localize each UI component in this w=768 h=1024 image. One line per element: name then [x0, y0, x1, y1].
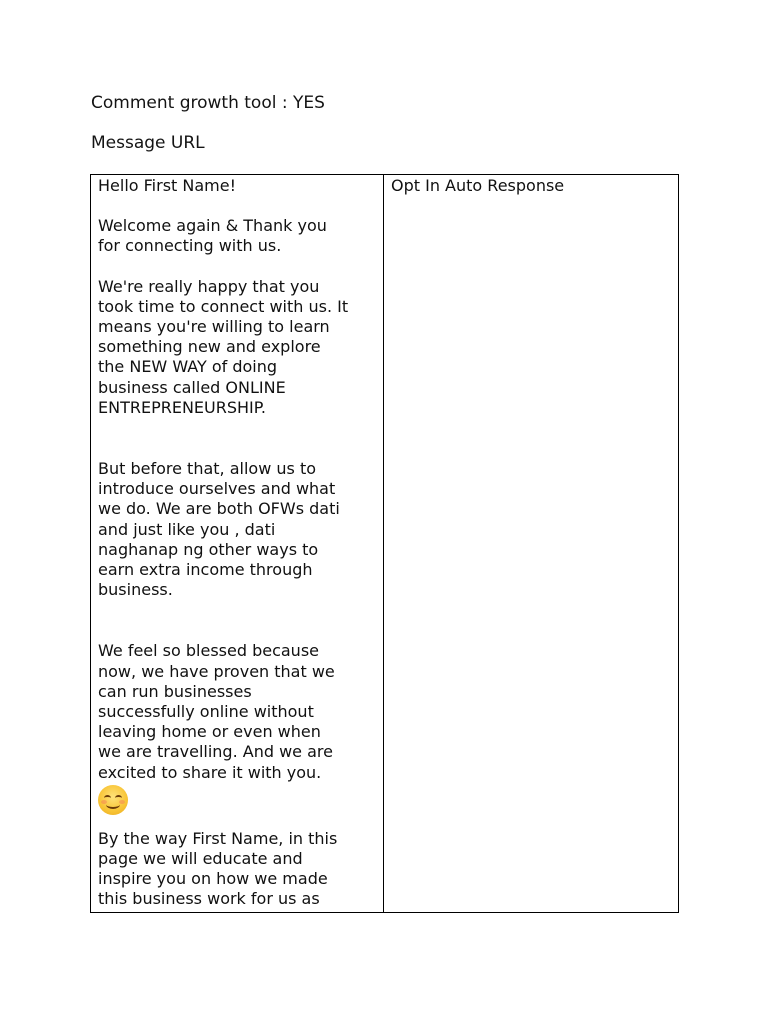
welcome-paragraph: Welcome again & Thank you for connecting with us.: [98, 216, 327, 256]
intro-paragraph: But before that, allow us to introduce ourselves and what we do. We are both OFWs dati and just like you , dati naghanap ng other ways to earn extra income through business.: [98, 459, 340, 600]
blessed-paragraph: We feel so blessed because now, we have proven that we can run businesses successfully online without leaving home or even when we are travelling. And we are excited to share it with you.: [98, 641, 335, 782]
greeting-text: Hello First Name!: [98, 176, 237, 195]
by-the-way-paragraph: By the way First Name, in this page we will educate and inspire you on how we made this business work for us as: [98, 828, 338, 909]
smiling-face-icon: [98, 785, 128, 815]
message-table: [90, 174, 679, 913]
message-url-line: Message URL: [91, 133, 205, 153]
happy-paragraph: We're really happy that you took time to connect with us. It means you're willing to learn something new and explore the NEW WAY of doing business called ONLINE ENTREPRENEURSHIP.: [98, 276, 349, 417]
auto-response-label: Opt In Auto Response: [391, 176, 565, 195]
message-body-cell: [91, 175, 384, 912]
auto-response-cell: [384, 175, 678, 912]
growth-tool-line: Comment growth tool : YES: [91, 93, 325, 113]
